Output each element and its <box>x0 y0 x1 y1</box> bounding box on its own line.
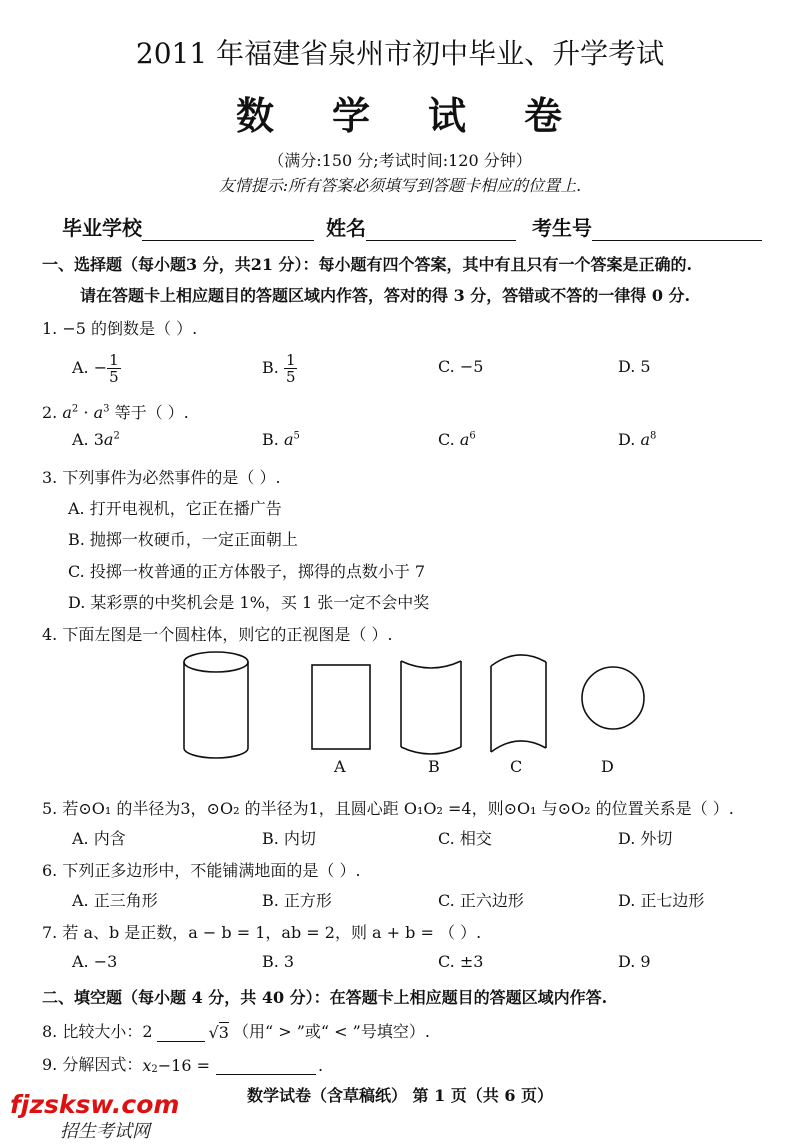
subject-char: 学 <box>331 93 372 138</box>
q2-b-exp: 5 <box>293 430 300 442</box>
q3-stem: 3. 下列事件为必然事件的是（ ）. <box>42 468 281 487</box>
school-blank[interactable] <box>142 220 314 241</box>
q2-d-var: a <box>640 430 650 449</box>
q9-pre: 9. 分解因式： <box>42 1055 143 1074</box>
q2-a-var: a <box>103 430 114 449</box>
q2-option-c <box>438 430 476 449</box>
q6-option-b: B. 正方形 <box>262 891 332 910</box>
q1-a-num: 1 <box>109 351 119 369</box>
school-label: 毕业学校 <box>62 216 142 240</box>
q9-stem <box>42 1052 323 1075</box>
q7-stem: 7. 若 a、b 是正数，a − b = 1，ab = 2，则 a + b = （ ）. <box>42 923 482 942</box>
q2-exp: 3 <box>103 403 110 415</box>
circle-shape <box>582 667 644 729</box>
q1-b-label: B. <box>262 358 279 377</box>
name-blank[interactable] <box>366 220 516 241</box>
id-blank[interactable] <box>592 220 762 241</box>
q2-dot: · <box>83 403 89 422</box>
q5-option-c: C. 相交 <box>438 829 492 848</box>
q7-option-b: B. 3 <box>262 952 295 971</box>
q1-b-num: 1 <box>285 351 296 369</box>
q4-label-d: D <box>601 757 614 776</box>
q3-option-d: D. 某彩票的中奖机会是 1%，买 1 张一定不会中奖 <box>68 593 430 612</box>
q4-option-b-figure <box>398 655 466 761</box>
q7-option-c: C. ±3 <box>438 952 484 971</box>
q4-option-c-figure <box>486 652 554 762</box>
friendly-tip: 友情提示:所有答案必须填写到答题卡相应的位置上. <box>218 176 582 195</box>
q9-exp: 2 <box>151 1064 158 1075</box>
q5-option-d: D. 外切 <box>618 829 673 848</box>
q2-var: a <box>62 403 72 422</box>
q2-stem-tail: 等于（ ）. <box>114 403 189 422</box>
q3-option-a: A. 打开电视机，它正在播广告 <box>68 499 282 518</box>
q1-b-den: 5 <box>285 368 296 386</box>
q9-post: −16 = <box>157 1056 211 1075</box>
q2-b-label: B. <box>262 430 279 449</box>
curved-top <box>401 661 461 668</box>
student-info-line <box>62 212 762 241</box>
q5-stem: 5. 若⊙O₁ 的半径为3，⊙O₂ 的半径为1，且圆心距 O₁O₂ =4，则⊙O₁ 与⊙O₂ 的位置关系是（ ）. <box>42 799 734 818</box>
q1-a-label: A. − <box>72 358 108 377</box>
q8-sqrt-value: 3 <box>218 1023 229 1042</box>
id-label: 考生号 <box>532 216 592 240</box>
q2-c-var: a <box>459 430 470 449</box>
q8-pre: 8. 比较大小：2 <box>42 1022 153 1041</box>
q3-option-b: B. 抛掷一枚硬币，一定正面朝上 <box>68 530 298 549</box>
q7-option-a: A. −3 <box>72 952 118 971</box>
q4-cylinder-figure <box>180 650 255 765</box>
curved-bottom <box>491 741 546 752</box>
q4-label-c: C <box>510 757 523 776</box>
name-label: 姓名 <box>326 216 366 240</box>
q2-option-a <box>72 430 120 449</box>
q4-label-b: B <box>428 757 440 776</box>
q9-end: . <box>318 1056 324 1075</box>
q9-answer-blank[interactable] <box>216 1058 316 1075</box>
q8-post: （用“ > ”或“ < ”号填空）. <box>232 1022 430 1041</box>
curved-top <box>491 655 546 666</box>
q8-sqrt-sign: √ <box>208 1023 219 1042</box>
subject-char: 数 <box>235 93 276 138</box>
q5-option-a: A. 内含 <box>72 829 126 848</box>
q1-option-c: C. −5 <box>438 357 484 376</box>
q4-stem: 4. 下面左图是一个圆柱体，则它的正视图是（ ）. <box>42 625 393 644</box>
watermark-name: 招生考试网 <box>60 1121 150 1142</box>
section1-heading: 一、选择题（每小题3 分，共21 分）：每小题有四个答案，其中有且只有一个答案是正确的. <box>42 255 693 274</box>
section1-instruction: 请在答题卡上相应题目的答题区域内作答，答对的得 3 分，答错或不答的一律得 0 分. <box>80 286 691 305</box>
q2-option-d <box>618 430 656 449</box>
q5-option-b: B. 内切 <box>262 829 316 848</box>
q2-c-label: C. <box>438 430 455 449</box>
q1-option-b <box>262 352 297 385</box>
q1-option-d: D. 5 <box>618 357 651 376</box>
q4-label-a: A <box>334 757 346 776</box>
q2-num: 2. <box>42 403 58 422</box>
q6-stem: 6. 下列正多边形中，不能铺满地面的是（ ）. <box>42 861 361 880</box>
curved-bottom <box>401 747 461 754</box>
subject-char: 试 <box>428 93 469 138</box>
q1-a-fraction <box>107 352 121 385</box>
q2-a-exp: 2 <box>113 430 120 442</box>
q2-var: a <box>93 403 104 422</box>
exam-title: 2011 年福建省泉州市初中毕业、升学考试 <box>135 37 665 70</box>
q2-stem <box>42 400 189 423</box>
q6-option-d: D. 正七边形 <box>618 891 705 910</box>
cylinder-top <box>184 652 248 672</box>
q1-a-den: 5 <box>109 368 119 386</box>
watermark-site: fjzsksw.com <box>10 1090 180 1119</box>
exam-info: （满分:150 分;考试时间:120 分钟） <box>268 151 532 170</box>
q3-option-c: C. 投掷一枚普通的正方体骰子，掷得的点数小于 7 <box>68 562 426 581</box>
section2-heading: 二、填空题（每小题 4 分，共 40 分）：在答题卡上相应题目的答题区域内作答. <box>42 988 608 1007</box>
q2-a-label: A. 3 <box>72 430 104 449</box>
q6-option-a: A. 正三角形 <box>72 891 158 910</box>
q9-var: x <box>142 1056 152 1075</box>
q2-d-label: D. <box>618 430 636 449</box>
q1-b-fraction <box>284 352 298 385</box>
q1-stem: 1. −5 的倒数是（ ）. <box>42 319 198 338</box>
q8-answer-blank[interactable] <box>157 1025 205 1042</box>
q2-b-var: a <box>283 430 294 449</box>
q2-d-exp: 8 <box>649 430 657 442</box>
subject-title <box>0 85 800 140</box>
q8-stem <box>42 1019 430 1042</box>
q2-option-b <box>262 430 300 449</box>
q2-exp: 2 <box>71 403 79 415</box>
q4-option-a-figure <box>311 664 373 754</box>
q6-option-c: C. 正六边形 <box>438 891 524 910</box>
rectangle-shape <box>312 665 370 749</box>
q2-c-exp: 6 <box>469 430 476 442</box>
q7-option-d: D. 9 <box>618 952 651 971</box>
cylinder-bottom <box>184 748 248 758</box>
page-footer: 数学试卷（含草稿纸） 第 1 页（共 6 页） <box>246 1086 554 1105</box>
q1-option-a <box>72 352 121 385</box>
subject-char: 卷 <box>524 93 565 138</box>
q4-option-d-figure <box>580 665 650 735</box>
